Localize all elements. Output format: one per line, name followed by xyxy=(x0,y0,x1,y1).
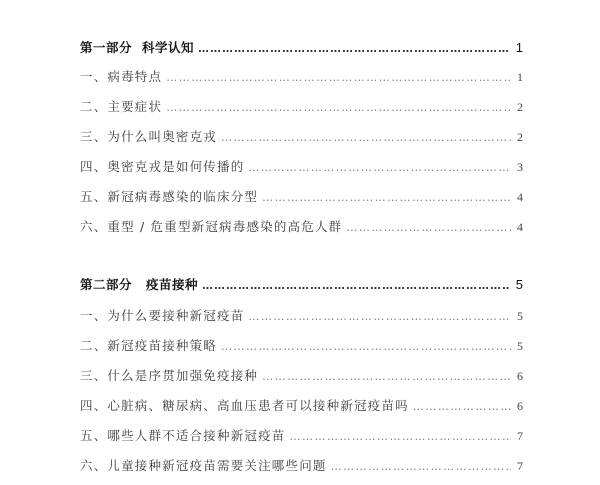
page-number: 1 xyxy=(517,70,523,84)
toc-item[interactable] xyxy=(80,336,523,356)
toc-item-title: 三、什么是序贯加强免疫接种 xyxy=(80,368,259,383)
dot-leader xyxy=(202,279,510,292)
toc-item-title: 一、病毒特点 xyxy=(80,69,163,84)
toc-item-title: 四、奥密克戎是如何传播的 xyxy=(80,159,245,174)
toc-item[interactable] xyxy=(80,187,523,207)
dot-leader xyxy=(221,131,511,144)
toc-item-title: 二、主要症状 xyxy=(80,99,163,114)
page-number: 2 xyxy=(517,130,523,144)
dot-leader xyxy=(346,221,511,234)
page-number: 7 xyxy=(517,429,523,443)
dot-leader xyxy=(248,310,511,323)
page-number: 6 xyxy=(517,369,523,383)
dot-leader xyxy=(221,340,511,353)
toc-item[interactable] xyxy=(80,426,523,446)
toc-item-title: 四、心脏病、糖尿病、高血压患者可以接种新冠疫苗吗 xyxy=(80,398,409,413)
toc-item[interactable] xyxy=(80,366,523,386)
toc-item[interactable] xyxy=(80,456,523,476)
dot-leader xyxy=(198,42,510,55)
page-number: 3 xyxy=(517,160,523,174)
page-number: 5 xyxy=(517,309,523,323)
toc-item[interactable] xyxy=(80,157,523,177)
toc-item-title: 三、为什么叫奥密克戎 xyxy=(80,129,218,144)
section-title-text: 疫苗接种 xyxy=(146,277,199,292)
page-number: 1 xyxy=(515,40,523,55)
toc-item[interactable] xyxy=(80,67,523,87)
section-title-text: 科学认知 xyxy=(142,40,195,55)
dot-leader xyxy=(290,430,511,443)
dot-leader xyxy=(262,191,511,204)
dot-leader xyxy=(262,370,511,383)
toc-item[interactable] xyxy=(80,127,523,147)
section-title xyxy=(80,38,194,56)
toc-item-title: 一、为什么要接种新冠疫苗 xyxy=(80,308,245,323)
dot-leader xyxy=(331,460,511,473)
page-number: 5 xyxy=(517,339,523,353)
toc-item-title: 五、哪些人群不适合接种新冠疫苗 xyxy=(80,428,286,443)
section-part-label: 第一部分 xyxy=(80,40,133,55)
dot-leader xyxy=(248,161,511,174)
section-title xyxy=(80,275,198,293)
section-part-label: 第二部分 xyxy=(80,277,133,292)
page-number: 4 xyxy=(517,220,523,234)
dot-leader xyxy=(166,71,511,84)
toc-section-heading[interactable] xyxy=(80,38,523,58)
toc-item[interactable] xyxy=(80,396,523,416)
toc-item[interactable] xyxy=(80,306,523,326)
toc-section-heading[interactable] xyxy=(80,275,523,295)
page-number: 2 xyxy=(517,100,523,114)
page-number: 4 xyxy=(517,190,523,204)
page-number: 6 xyxy=(517,399,523,413)
toc-item[interactable] xyxy=(80,217,523,237)
toc-item[interactable] xyxy=(80,97,523,117)
toc-item-title: 六、重型 / 危重型新冠病毒感染的高危人群 xyxy=(80,219,343,234)
toc-item-title: 五、新冠病毒感染的临床分型 xyxy=(80,189,259,204)
dot-leader xyxy=(413,400,511,413)
toc-item-title: 六、儿童接种新冠疫苗需要关注哪些问题 xyxy=(80,458,327,473)
page-number: 5 xyxy=(515,277,523,292)
toc-item-title: 二、新冠疫苗接种策略 xyxy=(80,338,218,353)
page-number: 7 xyxy=(517,459,523,473)
dot-leader xyxy=(166,101,511,114)
